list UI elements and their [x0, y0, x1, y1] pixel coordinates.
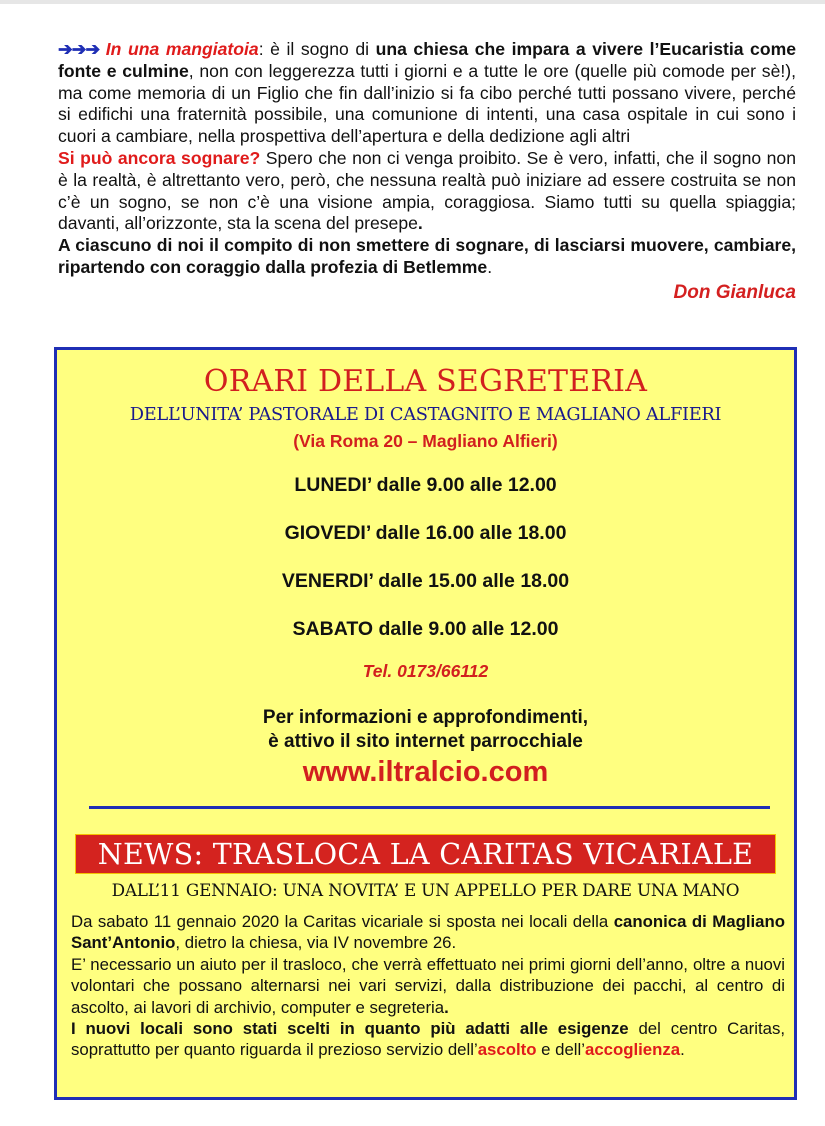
text-span: : è il sogno di: [258, 39, 376, 59]
website-link[interactable]: www.iltralcio.com: [302, 756, 549, 788]
schedule-monday: LUNEDI’ dalle 9.00 alle 12.00: [294, 474, 557, 496]
text-span: , non con leggerezza tutti i giorni e a tutte le ore (quelle più comode per sè!), ma come memoria di un Figlio che fin dall’inizio si fa cibo perché tutti possano vivere, perché si edifichi una fraternità possibile, una comunione di intenti, una casa ospitale in cui sono i cuori a cambiare, nella prospettiva dell’apertura e della dedizione agli altri: [58, 60, 796, 147]
text-span: Spero che non ci venga proibito. Se è vero, infatti, che il sogno non è la realtà, è altrettanto vero, però, che nessuna realtà può iniziare ad essere costruita se non c’è un sogno, se non c’è una visione ampia, coraggiosa. Siamo tutti su quella spiaggia; davanti, all’orizzonte, sta la scena del presepe: [58, 147, 796, 234]
text-span: .: [680, 1040, 685, 1060]
bold-span: canonica di Magliano Sant’Antonio: [71, 912, 785, 953]
text-span: , dietro la chiesa, via IV novembre 26.: [175, 933, 457, 953]
signature: Don Gianluca: [673, 281, 796, 303]
red-bold-span: accoglienza: [584, 1040, 681, 1060]
info-line-2: è attivo il sito internet parrocchiale: [268, 731, 583, 752]
text-span: e dell’: [536, 1040, 585, 1060]
divider: [89, 806, 770, 809]
text-span: del centro Caritas, soprattutto per quanto riguarda il prezioso servizio dell’: [71, 1019, 785, 1060]
news-body: [71, 911, 785, 1061]
news-paragraph-1: [71, 911, 785, 954]
secretary-address: (Via Roma 20 – Magliano Alfieri): [293, 431, 558, 451]
lead-mangiatoia: In una mangiatoia: [105, 39, 259, 59]
secretary-title: ORARI DELLA SEGRETERIA: [203, 364, 648, 399]
schedule-saturday: SABATO dalle 9.00 alle 12.00: [292, 618, 559, 640]
intro-text: [58, 39, 796, 304]
top-bar: [0, 0, 825, 4]
news-paragraph-2: [71, 954, 785, 1018]
lead-sognare: Si può ancora sognare?: [58, 147, 261, 168]
intro-paragraph-3: [58, 235, 796, 279]
bold-span: una chiesa che impara a vivere l’Eucaristia come fonte e culmine: [58, 39, 797, 81]
arrow-icons: ➔➔➔: [58, 39, 100, 59]
intro-paragraph-2: [58, 148, 796, 235]
news-paragraph-3: [71, 1018, 785, 1061]
bold-span: .: [444, 997, 449, 1017]
schedule-thursday: GIOVEDI’ dalle 16.00 alle 18.00: [284, 522, 567, 544]
news-subheadline: DALL’11 GENNAIO: UNA NOVITA’ E UN APPELLO PER DARE UNA MANO: [111, 880, 740, 900]
bold-span: A ciascuno di noi il compito di non smettere di sognare, di lasciarsi muovere, cambiare, ripartendo con coraggio dalla profezia di Betlemme: [58, 235, 796, 277]
secretary-box: [54, 347, 797, 1100]
info-line-1: Per informazioni e approfondimenti,: [262, 707, 589, 728]
phone-number: Tel. 0173/66112: [362, 661, 489, 681]
red-bold-span: ascolto: [477, 1040, 537, 1060]
text-span: .: [487, 256, 493, 277]
info-text: [57, 706, 794, 754]
bold-span: .: [417, 213, 423, 234]
secretary-subtitle: DELL’UNITA’ PASTORALE DI CASTAGNITO E MAGLIANO ALFIERI: [129, 404, 722, 425]
text-span: E’ necessario un aiuto per il trasloco, che verrà effettuato nei primi giorni dell’anno, oltre a nuovi volontari che possano alternarsi nei vari servizi, dalla distribuzione dei pacchi, al centro di ascolto, ai lavori di archivio, computer e segreteria: [71, 954, 785, 1017]
news-headline: NEWS: TRASLOCA LA CARITAS VICARIALE: [75, 834, 776, 874]
intro-paragraph-1: [58, 39, 796, 148]
schedule-friday: VENERDI’ dalle 15.00 alle 18.00: [281, 570, 570, 592]
bold-span: I nuovi locali sono stati scelti in quanto più adatti alle esigenze: [71, 1019, 629, 1039]
text-span: Da sabato 11 gennaio 2020 la Caritas vicariale si sposta nei locali della: [71, 912, 614, 931]
